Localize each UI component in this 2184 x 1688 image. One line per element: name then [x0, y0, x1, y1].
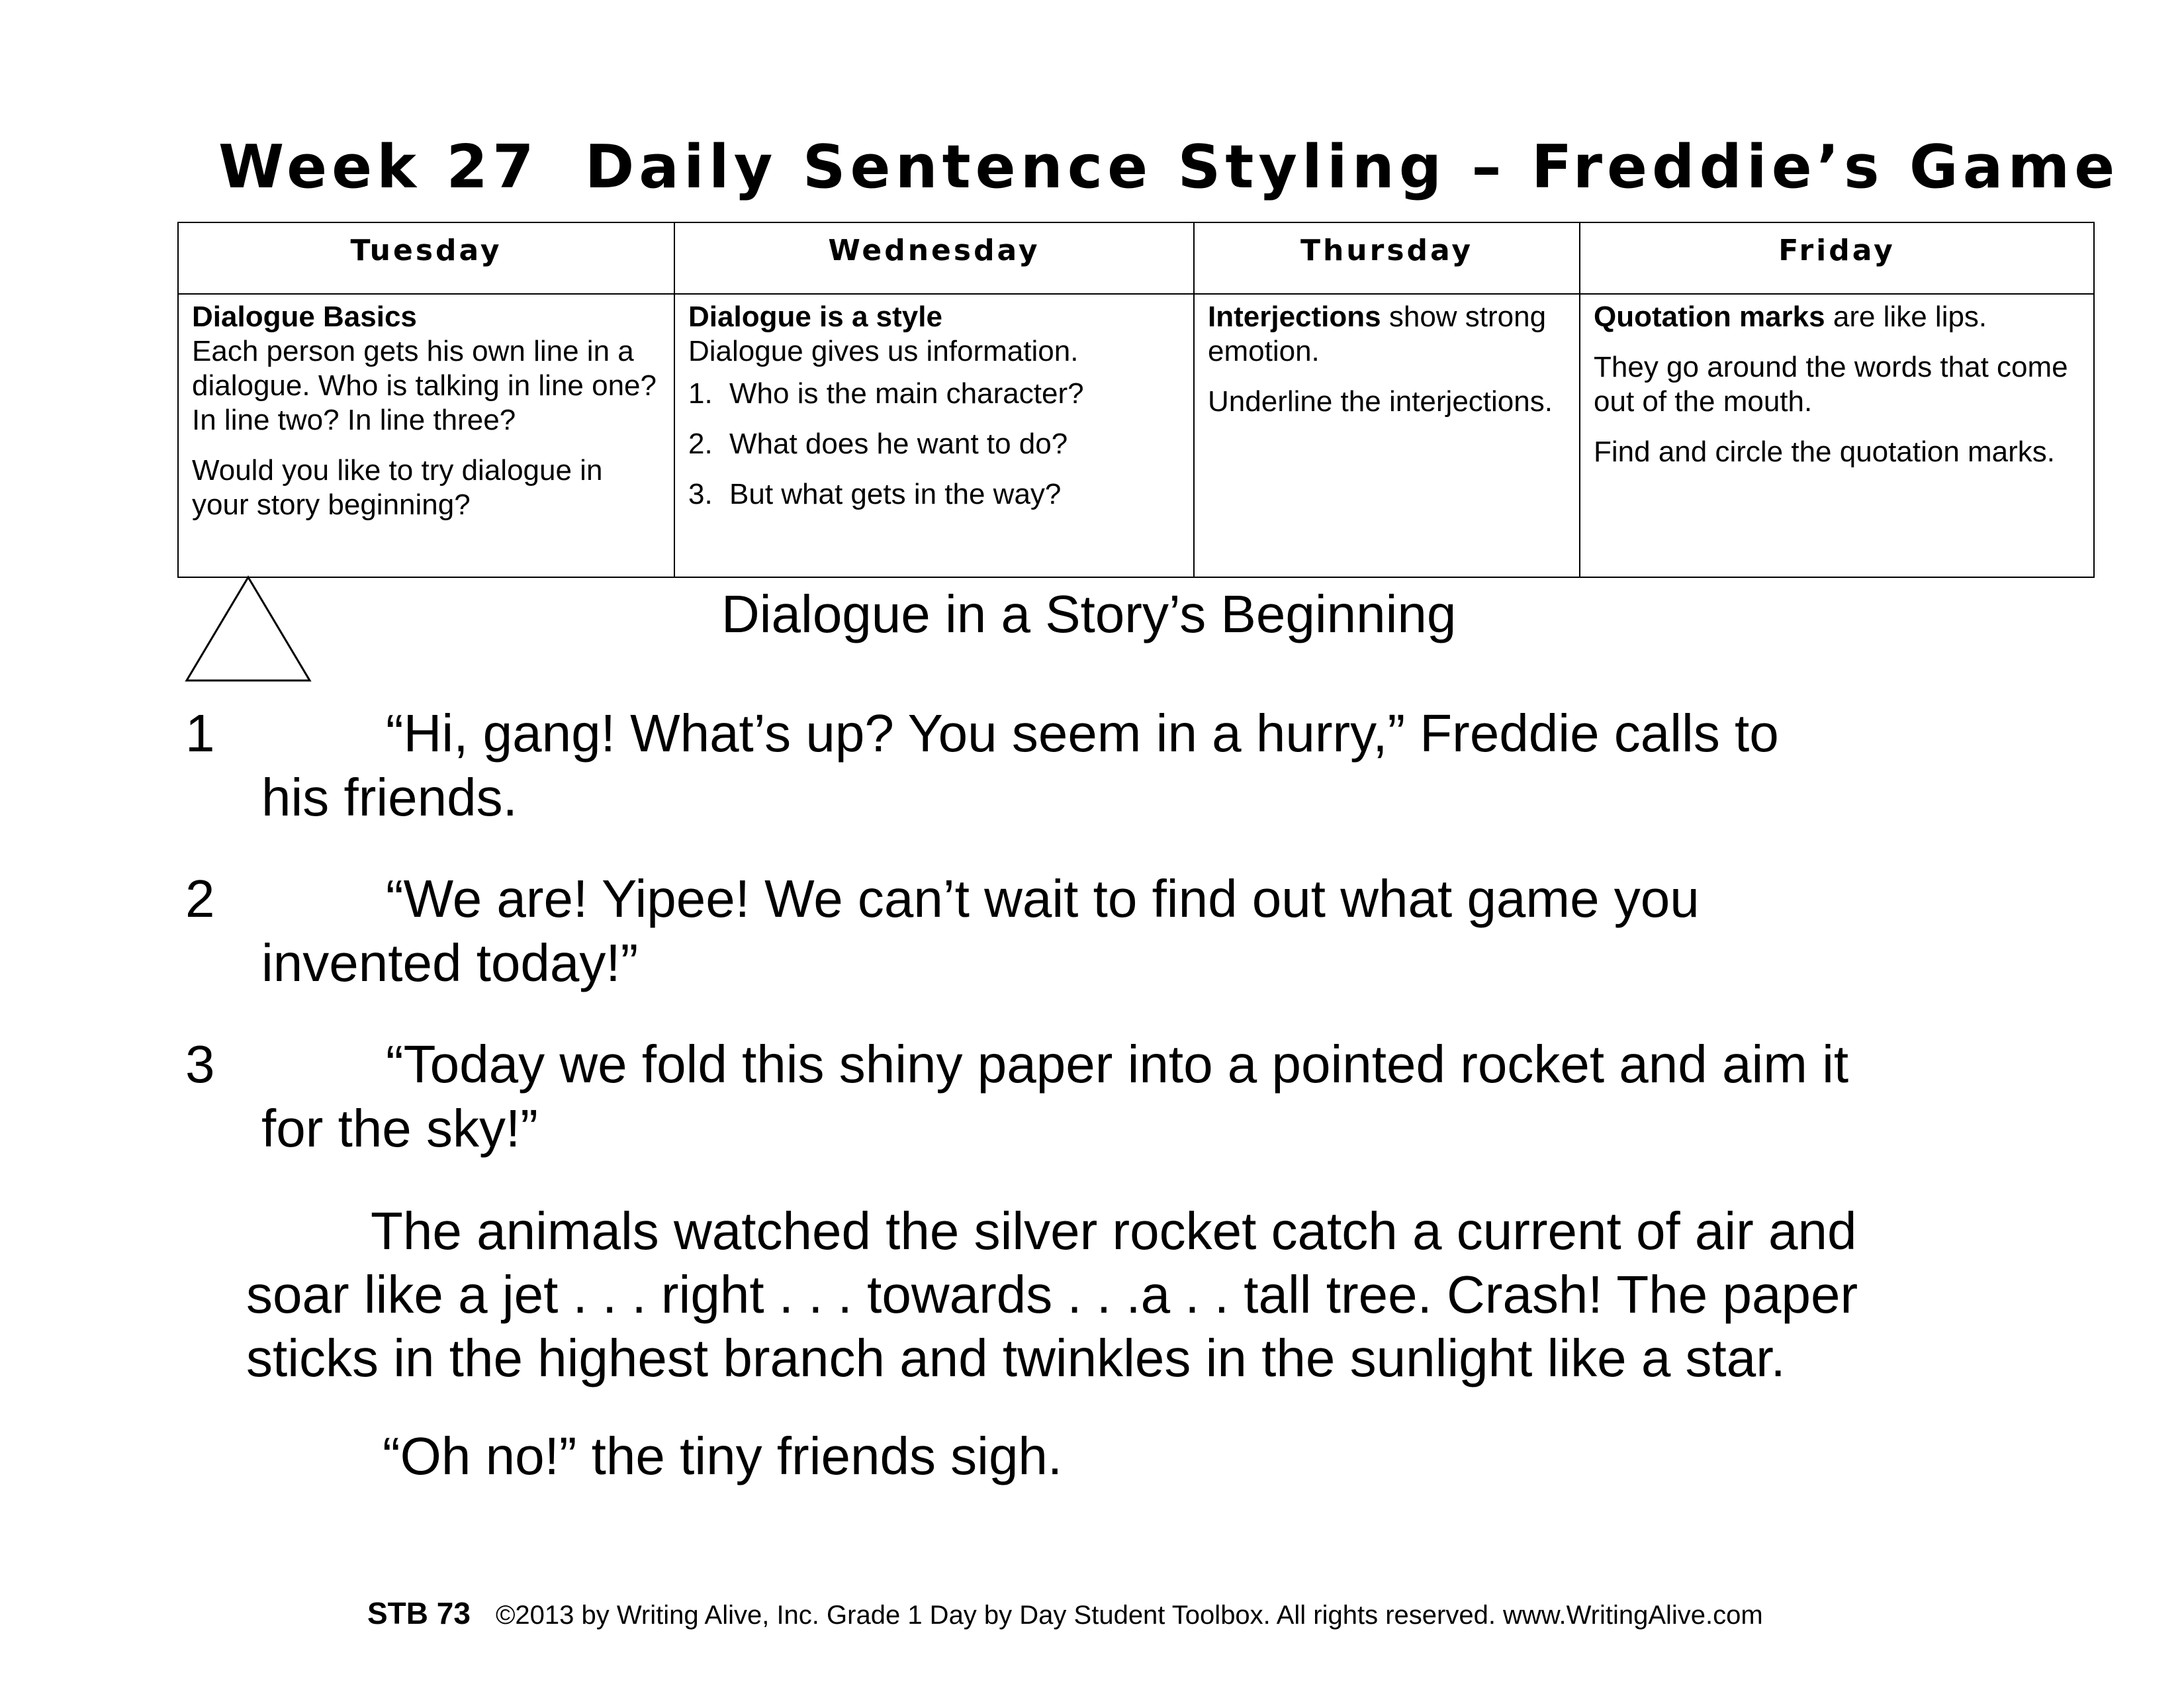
dialogue-line-continued: for the sky!” — [261, 1099, 538, 1158]
wednesday-text: Dialogue gives us information. — [688, 335, 1079, 367]
day-header-wednesday: Wednesday — [674, 222, 1194, 294]
tuesday-heading: Dialogue Basics — [192, 301, 417, 333]
schedule-table — [177, 222, 2095, 578]
thursday-heading-rest: show strong emotion. — [1208, 301, 1547, 367]
friday-text: They go around the words that come out of the mouth. — [1594, 351, 2068, 418]
copyright-text: ©2013 by Writing Alive, Inc. Grade 1 Day by Day Student Toolbox. All rights reserved. www.WritingAlive.com — [495, 1601, 1763, 1630]
narration-line: The animals watched the silver rocket catch a current of air and — [371, 1201, 1857, 1260]
thursday-cell — [1194, 294, 1580, 577]
triangle-icon — [184, 575, 312, 683]
footer — [367, 1595, 1763, 1631]
tuesday-question: Would you like to try dialogue in your story beginning? — [192, 454, 603, 521]
dialogue-line-continued: his friends. — [261, 768, 518, 827]
schedule-header-row — [178, 222, 2094, 294]
dialogue-line: “Today we fold this shiny paper into a pointed rocket and aim it — [386, 1035, 1849, 1094]
dialogue-line: “We are! Yipee! We can’t wait to find out what game you — [386, 869, 1700, 928]
tuesday-cell — [178, 294, 674, 577]
narration-line: sticks in the highest branch and twinkles in the sunlight like a star. — [246, 1329, 1786, 1387]
list-item: 3. But what gets in the way? — [688, 478, 1062, 510]
line-number: 1 — [185, 704, 215, 763]
page-title — [218, 132, 2119, 202]
thursday-text: Underline the interjections. — [1208, 385, 1553, 418]
closing-line: “Oh no!” the tiny friends sigh. — [383, 1427, 1063, 1485]
thursday-heading: Interjections — [1208, 301, 1381, 333]
story-title: Dialogue in a Story’s Beginning — [721, 585, 1457, 643]
lesson-title: Daily Sentence Styling – Freddie’s Game — [584, 132, 2120, 202]
tuesday-text: Each person gets his own line in a dialogue. Who is talking in line one? In line two? In line three? — [192, 335, 657, 436]
friday-cell — [1580, 294, 2094, 577]
page-code: STB 73 — [367, 1596, 471, 1630]
line-number: 2 — [185, 869, 215, 928]
line-number: 3 — [185, 1035, 215, 1094]
friday-heading: Quotation marks — [1594, 301, 1825, 333]
list-item: 2. What does he want to do? — [688, 428, 1068, 460]
wednesday-heading: Dialogue is a style — [688, 301, 942, 333]
friday-task: Find and circle the quotation marks. — [1594, 436, 2056, 468]
dialogue-line: “Hi, gang! What’s up? You seem in a hurry,” Freddie calls to — [386, 704, 1779, 763]
dialogue-line-continued: invented today!” — [261, 933, 639, 992]
day-header-thursday: Thursday — [1194, 222, 1580, 294]
week-label: Week 27 — [218, 132, 539, 202]
narration-line: soar like a jet . . . right . . . towards . . .a . . tall tree. Crash! The paper — [246, 1265, 1858, 1324]
day-header-friday: Friday — [1580, 222, 2094, 294]
list-item: 1. Who is the main character? — [688, 377, 1084, 410]
schedule-content-row — [178, 294, 2094, 577]
day-header-tuesday: Tuesday — [178, 222, 674, 294]
friday-heading-rest: are like lips. — [1825, 301, 1987, 333]
wednesday-cell — [674, 294, 1194, 577]
wednesday-question-list — [688, 377, 1180, 512]
